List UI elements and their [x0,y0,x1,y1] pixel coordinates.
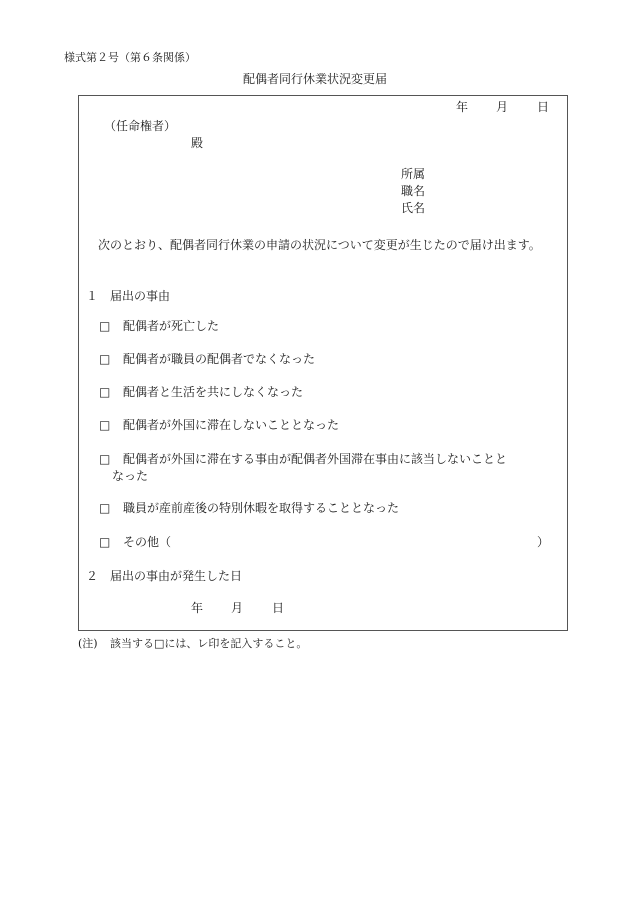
intro-text: 次のとおり、配偶者同行休業の申請の状況について変更が生じたので届け出ます。 [98,238,541,252]
header-date-day: 日 [537,100,550,114]
affiliation-label: 所属 [401,167,426,181]
section-2-heading: ２ 届出の事由が発生した日 [86,569,243,583]
option-death[interactable]: □ 配偶者が死亡した [99,319,220,333]
checkbox-icon[interactable]: □ [99,319,111,333]
section-1-heading: １ 届出の事由 [86,289,171,303]
option-maternity-leave[interactable]: □ 職員が産前産後の特別休暇を取得することとなった [99,501,400,515]
name-label: 氏名 [401,201,426,215]
document-title: 配偶者同行休業状況変更届 [242,72,387,86]
option-not-abroad[interactable]: □ 配偶者が外国に滞在しないこととなった [99,418,340,432]
position-label: 職名 [401,184,426,198]
header-date-year: 年 [456,100,469,114]
occurrence-date-month: 月 [231,601,244,615]
option-reason-not-applicable[interactable]: □ 配偶者が外国に滞在する事由が配偶者外国滞在事由に該当しないことと なった [99,452,508,483]
footnote: (注) 該当する□には、レ印を記入すること。 [78,637,308,650]
other-close-paren: ） [537,535,550,549]
option-other[interactable]: □ その他（ [99,535,172,549]
addressee-label: （任命権者） [104,119,177,133]
honorific-label: 殿 [191,136,204,150]
option-not-cohabiting[interactable]: □ 配偶者と生活を共にしなくなった [99,385,304,399]
checkbox-icon[interactable]: □ [99,385,111,399]
checkbox-icon[interactable]: □ [99,452,111,466]
checkbox-icon[interactable]: □ [99,352,111,366]
form-number: 様式第２号（第６条関係） [64,51,196,64]
occurrence-date-year: 年 [191,601,204,615]
header-date-month: 月 [496,100,509,114]
occurrence-date-day: 日 [272,601,285,615]
checkbox-icon[interactable]: □ [99,535,111,549]
checkbox-icon[interactable]: □ [99,418,111,432]
checkbox-icon[interactable]: □ [99,501,111,515]
option-not-spouse[interactable]: □ 配偶者が職員の配偶者でなくなった [99,352,316,366]
